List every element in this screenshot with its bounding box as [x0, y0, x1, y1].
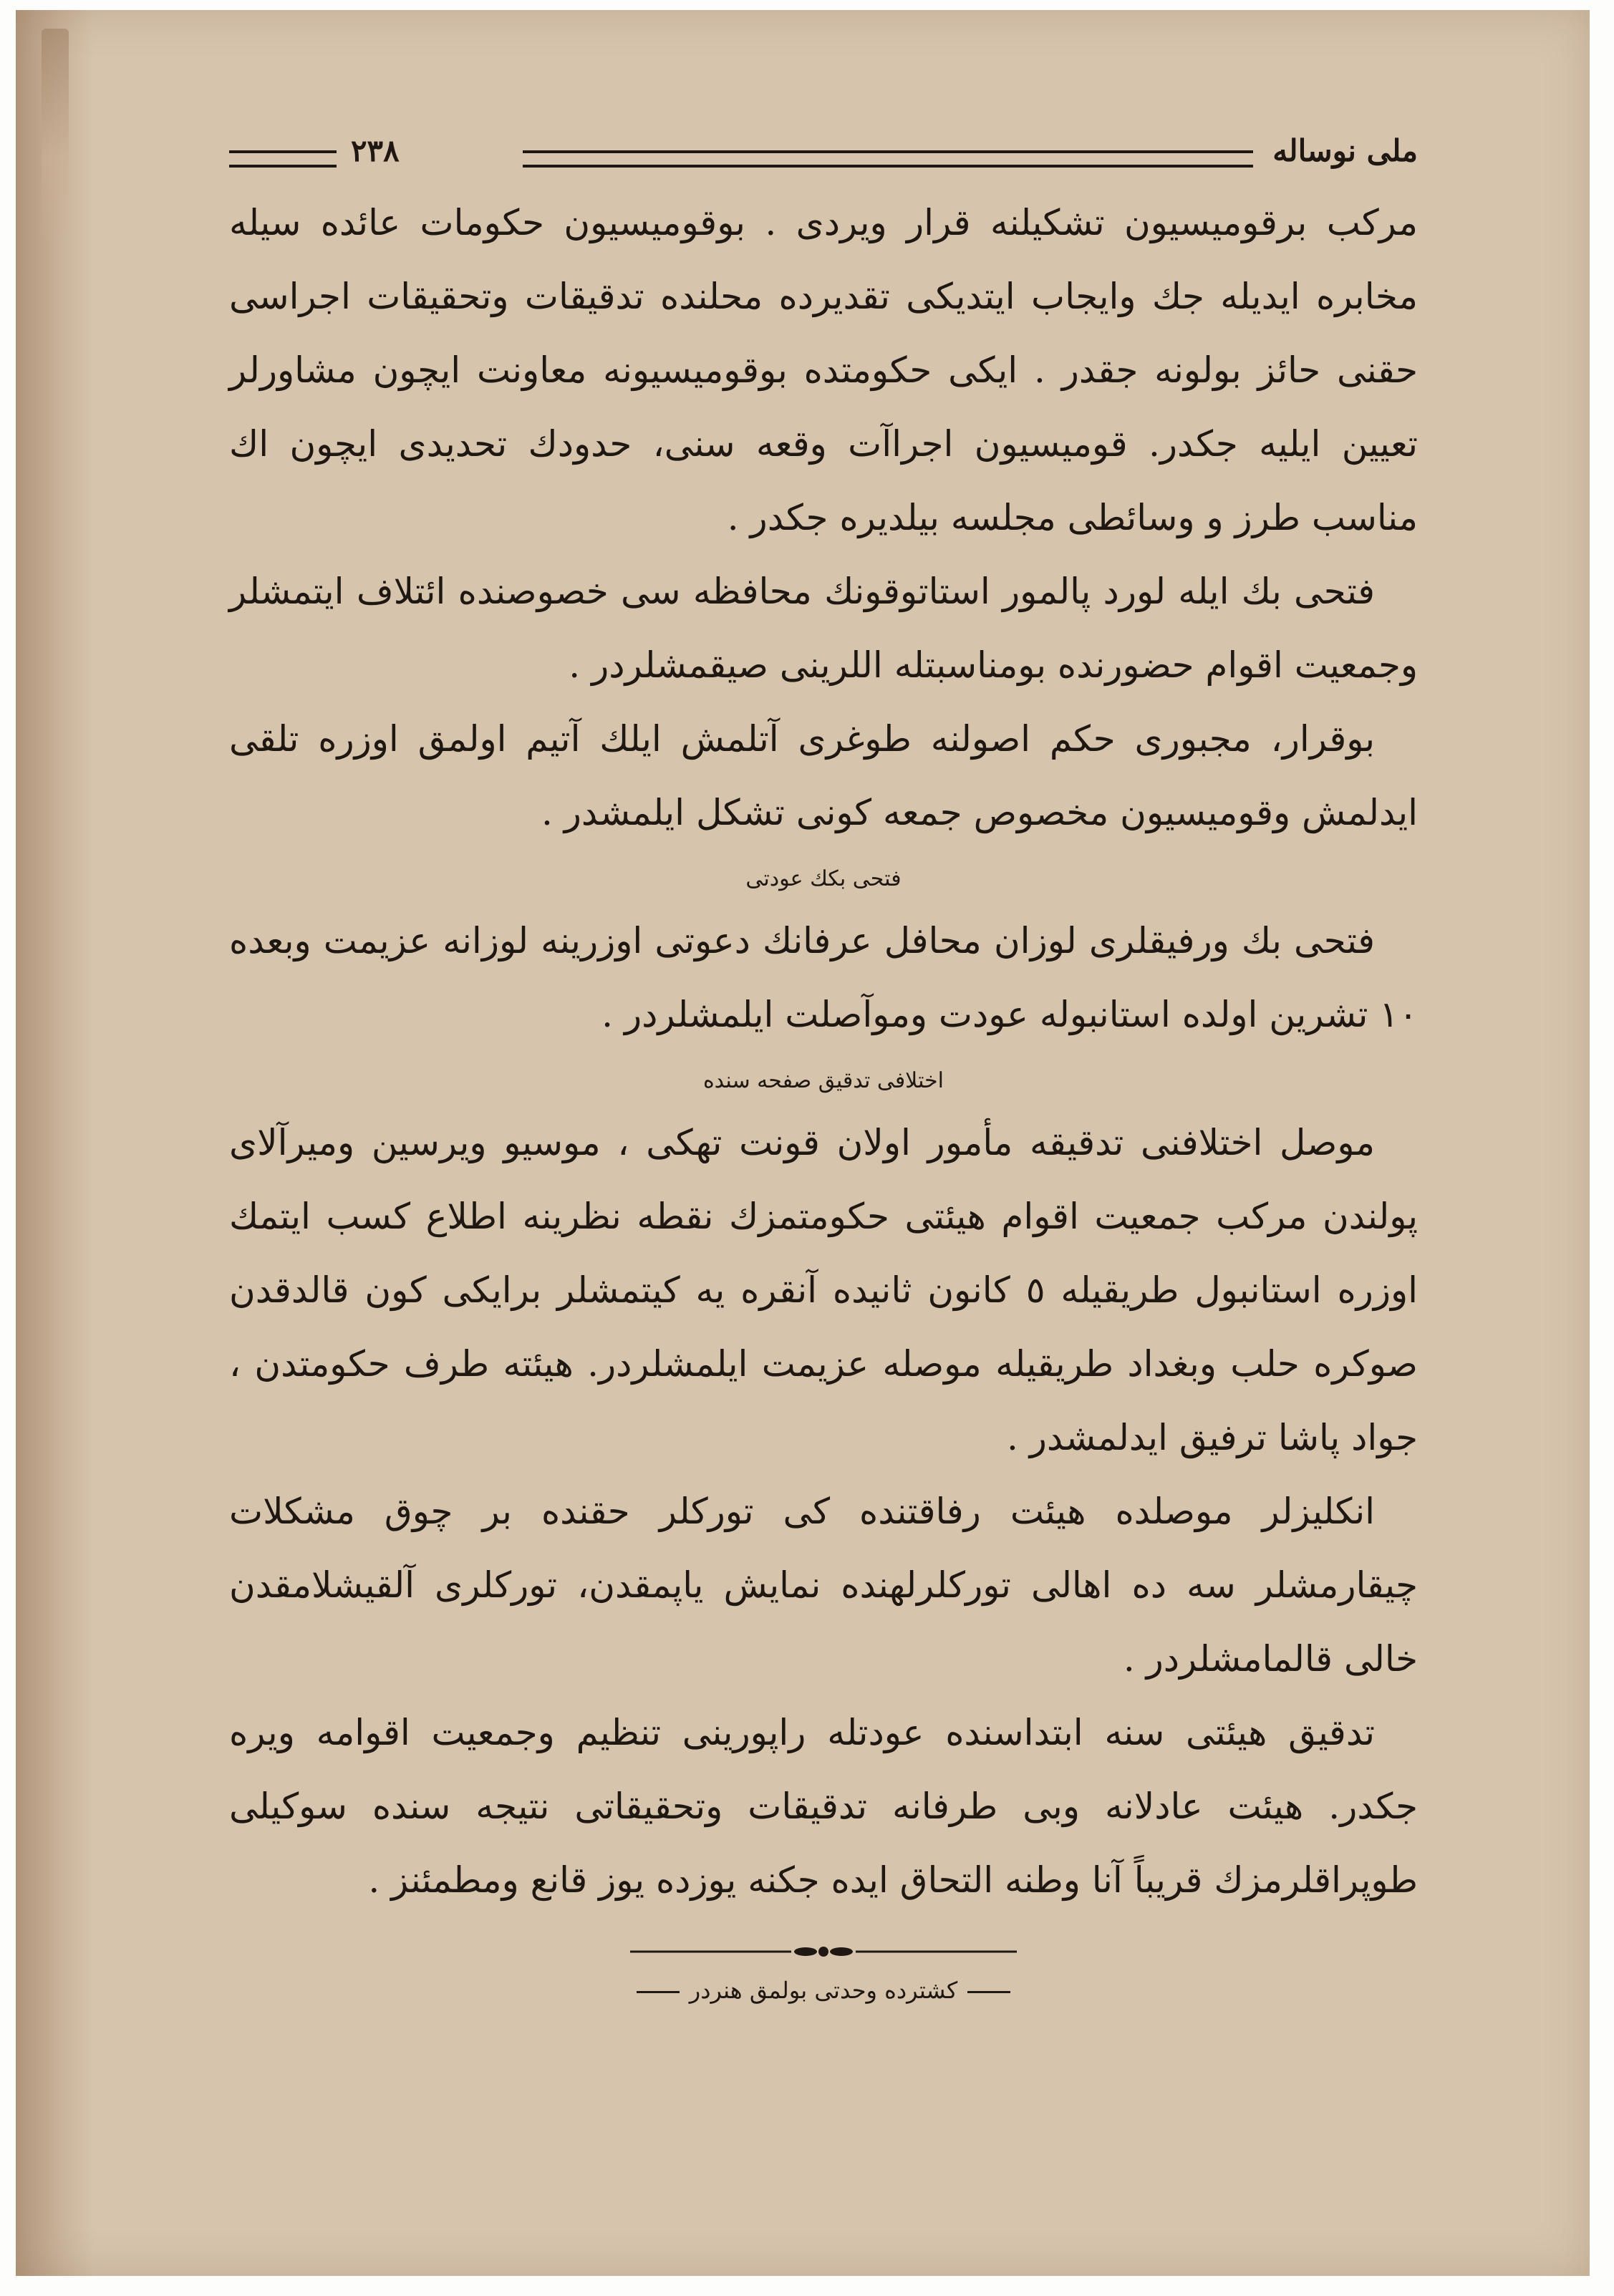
document-page: [229, 129, 1418, 2012]
page-number: ٢٣٨: [351, 133, 400, 168]
paragraph-british: انکلیزلر موصلده هیئت رفاقتنده کی تورکلر حقنده بر چوق مشکلات چیقارمشلر سه ده اهالی تورکلرلهنده نمایش یاپمقدن، تورکلری آلقیشلامقدن خالی قالمامشلردر .: [229, 1491, 1418, 1680]
header-double-rule: [523, 150, 1253, 168]
header-double-rule-short: [229, 150, 337, 168]
footer-motto-text: كشترده وحدتی بولمق هنردر: [689, 1977, 958, 2004]
end-ornament: [630, 1937, 1017, 1966]
binding-tear: [42, 29, 69, 243]
subheading-return: فتحی بکك عودتی: [745, 866, 902, 891]
footer-motto: [229, 1969, 1418, 2012]
footer-dash-left: [637, 1991, 680, 1993]
running-head: [229, 129, 1418, 186]
subheading-inquiry: اختلافی تدقیق صفحه سنده: [702, 1068, 944, 1093]
journal-title: ملی نوساله: [1272, 133, 1418, 168]
paragraph-status-quo: فتحی بك ایله لورد پالمور استاتوقونك محافظه سی خصوصنده ائتلاف ایتمشلر وجمعیت اقوام حضورنده بومناسبتله اللرینی صیقمشلردر .: [229, 571, 1418, 686]
ornament-rule-icon: [630, 1937, 1017, 1966]
paragraph-decision: بوقرار، مجبوری حکم اصولنه طوغری آتلمش ایلك آتیم اولمق اوزره تلقی ایدلمش وقومیسیون مخصوص جمعه کونی تشکل ایلمشدر .: [229, 718, 1418, 833]
binding-shadow: [16, 10, 95, 2276]
paragraph-report: تدقیق هیئتی سنه ابتداسنده عودتله راپورینی تنظیم وجمعیت اقوامه ویره جکدر. هیئت عادلانه وبی طرفانه تدقیقات وتحقیقاتی نتیجه سنده سوکیلی طوپراقلرمزك قریباً آنا وطنه التحاق ایده جکنه یوزده یوز قانع ومطمئنز .: [229, 1712, 1418, 1901]
paragraph-lausanne: فتحی بك ورفیقلری لوزان محافل عرفانك دعوتی اوزرینه لوزانه عزیمت وبعده ١٠ تشرین اولده استانبوله عودت وموآصلت ایلمشلردر .: [229, 920, 1418, 1035]
paragraph-commission: مرکب برقومیسیون تشکیلنه قرار ویردی . بوقومیسیون حکومات عائده سیله مخابره ایدیله جك وایجاب ایتدیکی تقدیرده محلنده تدقیقات وتحقیقات اجراسی حقنی حائز بولونه جقدر . ایکی حکومتده بوقومیسیونه معاونت ایچون مشاورلر تعیین ایلیه جکدر. قومیسیون اجراآت وقعه سنی، حدودك تحدیدی ایچون اك مناسب طرز و وسائطی مجلسه بیلدیره جکدر .: [229, 202, 1418, 538]
paragraph-mosul-inquiry: موصل اختلافنی تدقیقه مأمور اولان قونت تهکی ، موسیو ویرسین ومیرآلای پولندن مرکب جمعیت اقوام هیئتی حکومتمزك نقطه نظرینه اطلاع کسب ایتمك اوزره استانبول طریقیله ٥ کانون ثانیده آنقره یه کیتمشلر برایکی کون قالدقدن صوکره حلب وبغداد طریقیله موصله عزیمت ایلمشلردر. هیئته طرف حکومتدن ، جواد پاشا ترفیق ایدلمشدر .: [229, 1122, 1418, 1458]
footer-dash-right: [967, 1991, 1010, 1993]
